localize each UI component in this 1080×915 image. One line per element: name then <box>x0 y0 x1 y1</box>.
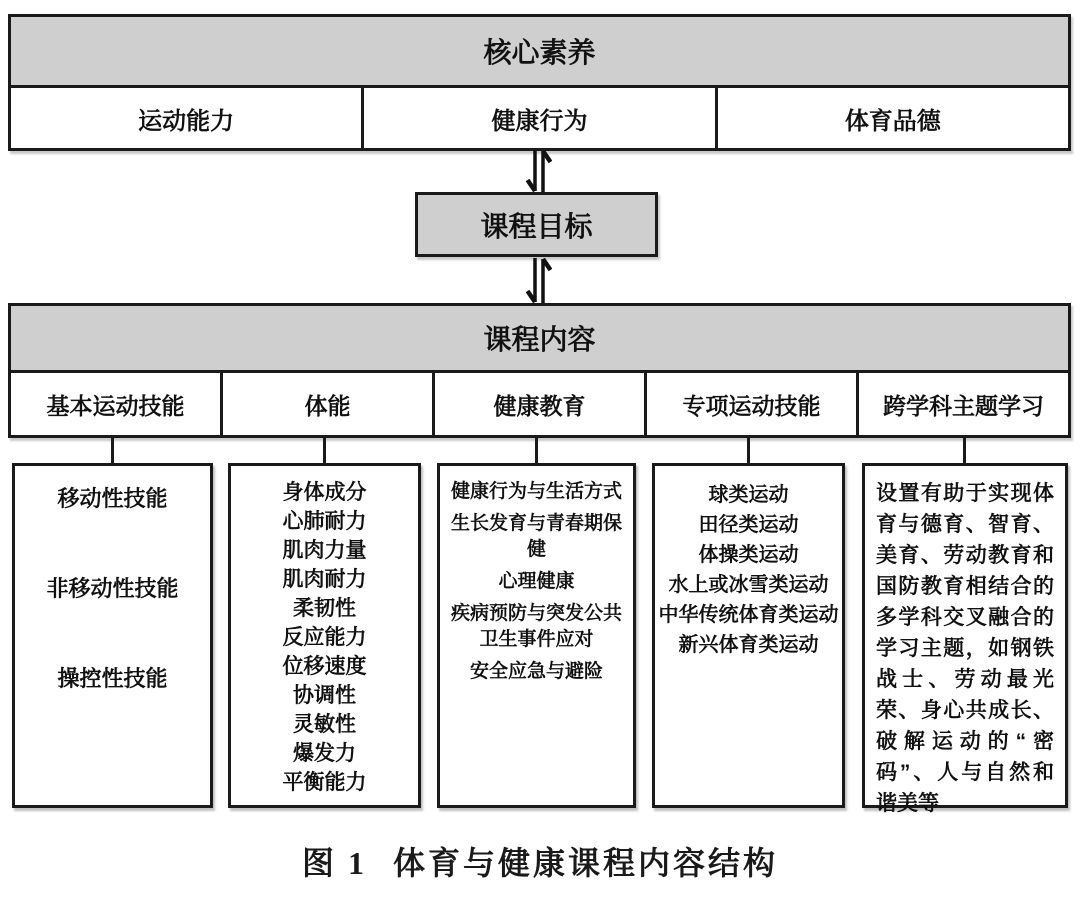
curriculum-goal-box <box>415 192 658 257</box>
core-literacy-title: 核心素养 <box>11 17 1068 88</box>
fitness-box <box>228 463 421 808</box>
double-arrow-icon <box>526 150 552 192</box>
curriculum-content-row <box>11 373 1068 435</box>
fitness-item: 位移速度 <box>282 655 367 678</box>
sport-skill-item: 球类运动 <box>708 484 789 506</box>
fitness-item: 平衡能力 <box>282 771 367 794</box>
sport-skill-item: 体操类运动 <box>698 544 799 566</box>
curriculum-content-title: 课程内容 <box>11 306 1068 373</box>
sport-skill-item: 中华传统体育类运动 <box>658 604 839 626</box>
special-sports-box <box>652 463 845 808</box>
core-item-healthy-behavior: 健康行为 <box>361 88 714 148</box>
health-edu-item: 安全应急与避险 <box>469 661 603 682</box>
fitness-item: 肌肉力量 <box>282 539 367 562</box>
figure-caption <box>0 838 1080 884</box>
interdisciplinary-description: 设置有助于实现体育与德育、智育、美育、劳动教育和国防教育相结合的多学科交叉融合的学习主题，如钢铁战士、劳动最光荣、身心共成长、破解运动的“密码”、人与自然和谐美等 <box>876 482 1054 815</box>
curriculum-content-box <box>8 303 1071 438</box>
basic-skill-item: 操控性技能 <box>57 666 168 691</box>
connector-line <box>323 435 326 463</box>
basic-skill-item: 非移动性技能 <box>46 576 179 601</box>
connector-line <box>963 435 966 463</box>
interdisciplinary-box <box>862 463 1068 815</box>
fitness-item: 协调性 <box>293 684 356 707</box>
health-edu-item: 生长发育与青春期保健 <box>450 513 622 560</box>
column-header-health-education: 健康教育 <box>432 373 644 435</box>
basic-skill-item: 移动性技能 <box>57 486 168 511</box>
fitness-item: 灵敏性 <box>293 713 356 736</box>
fitness-item: 爆发力 <box>293 742 356 765</box>
core-item-sports-morality: 体育品德 <box>715 88 1068 148</box>
column-header-basic-skills: 基本运动技能 <box>11 373 220 435</box>
health-education-box <box>437 463 636 808</box>
fitness-item: 反应能力 <box>282 626 367 649</box>
sport-skill-item: 水上或冰雪类运动 <box>668 574 829 596</box>
column-header-fitness: 体能 <box>220 373 432 435</box>
figure-caption-title: 体育与健康课程内容结构 <box>393 845 779 881</box>
fitness-item: 心肺耐力 <box>282 510 367 533</box>
figure-caption-label: 图 1 <box>301 845 367 881</box>
column-header-interdisciplinary: 跨学科主题学习 <box>856 373 1068 435</box>
core-literacy-box <box>8 14 1071 151</box>
health-edu-item: 健康行为与生活方式 <box>450 481 622 502</box>
sport-skill-item: 田径类运动 <box>698 514 799 536</box>
core-item-athletic-ability: 运动能力 <box>11 88 361 148</box>
connector-line <box>111 435 114 463</box>
column-header-special-sports-skills: 专项运动技能 <box>644 373 856 435</box>
curriculum-goal-title: 课程目标 <box>480 210 593 242</box>
connector-line <box>747 435 750 463</box>
fitness-item: 身体成分 <box>282 481 367 504</box>
connector-line <box>535 435 538 463</box>
double-arrow-icon <box>526 258 552 303</box>
sport-skill-item: 新兴体育类运动 <box>678 634 819 656</box>
fitness-item: 柔韧性 <box>293 597 356 620</box>
health-edu-item: 心理健康 <box>498 571 575 592</box>
fitness-item: 肌肉耐力 <box>282 568 367 591</box>
core-literacy-row <box>11 88 1068 148</box>
basic-skills-box <box>12 463 213 808</box>
health-edu-item: 疾病预防与突发公共卫生事件应对 <box>450 603 622 650</box>
